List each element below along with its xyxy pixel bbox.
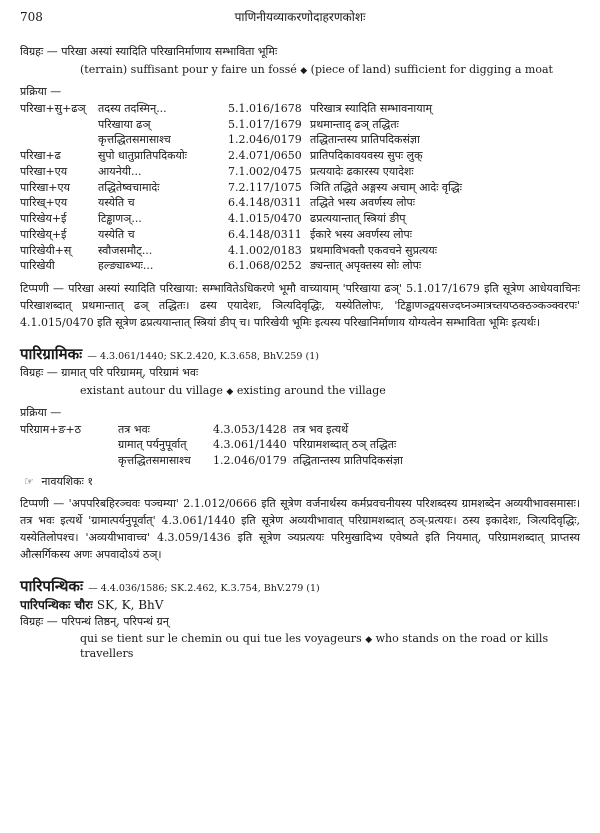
step-sutra: टिड्ढाणञ्...	[98, 212, 142, 225]
tippani-label: टिप्पणी —	[20, 496, 65, 510]
pointing-hand-icon: ☞	[24, 474, 34, 488]
step-ref: 7.1.002/0475	[228, 164, 302, 178]
step-sutra: सुपो धातुप्रातिपदिकयोः	[98, 149, 187, 162]
vigraha-line	[20, 615, 580, 629]
step-gloss: ईकारे भस्य अवर्णस्य लोपः	[310, 227, 412, 241]
step-gloss: तत्र भव इत्यर्थे	[293, 422, 349, 436]
step-ref: 4.3.061/1440	[213, 438, 287, 452]
tippani	[20, 280, 580, 331]
headword-refs: — 4.4.036/1586; SK.2.462, K.3.754, BhV.279 (1)	[88, 582, 320, 594]
step-sutra: आयनेयी...	[98, 164, 142, 178]
vigraha-label: विग्रहः —	[20, 365, 58, 379]
step-ref: 5.1.017/1679	[228, 117, 302, 131]
step-gloss: तद्धितान्तस्य प्रातिपदिकसंज्ञा	[310, 133, 420, 147]
step-ref: 4.3.053/1428	[213, 422, 287, 436]
prakriya-row	[20, 258, 462, 274]
prakriya-row	[20, 422, 403, 438]
prakriya-label: प्रक्रिया —	[20, 405, 62, 419]
prakriya-table	[20, 422, 403, 469]
step-sutra: कृत्तद्धितसमासाश्च	[118, 454, 191, 468]
step-sutra: तत्र भवः	[118, 422, 150, 436]
vigraha-label: विग्रहः —	[20, 614, 58, 628]
step-ref: 2.4.071/0650	[228, 149, 302, 162]
step-form: परिखा+ढ	[20, 149, 61, 162]
headword: पारिपन्थिकः	[20, 576, 83, 595]
step-form: पारिखेय+ई	[20, 212, 67, 225]
step-gloss: प्रथमान्ताद् ढञ् तद्धितः	[310, 117, 399, 131]
step-gloss: ञिति तद्धिते अङ्गस्य अचाम् आदेः वृद्धिः	[310, 180, 462, 194]
step-sutra: ग्रामात् पर्यनुपूर्वात्	[118, 438, 187, 452]
step-sutra: यस्येति च	[98, 196, 135, 210]
prakriya-row	[20, 227, 462, 243]
vigraha-text: परिपन्थं तिष्ठन्, परिपन्थं ग्रन्	[61, 614, 169, 628]
prakriya-row	[20, 437, 403, 453]
step-form	[20, 117, 98, 133]
prakriya-row	[20, 101, 462, 117]
prakriya-row	[20, 211, 462, 227]
step-ref: 7.2.117/1075	[228, 180, 302, 194]
page-number: 708	[20, 10, 43, 24]
step-sutra: यस्येति च	[98, 227, 135, 241]
vigraha-label: विग्रहः —	[20, 45, 58, 58]
translation-en: who stands on the road or kills travellers	[80, 632, 549, 660]
step-ref: 1.2.046/0179	[213, 454, 287, 468]
step-form: परिग्राम+ङ+ठ	[20, 422, 82, 436]
step-form: पारिखेयी+स्	[20, 243, 72, 257]
step-gloss: परिग्रामशब्दात् ठञ् तद्धितः	[293, 438, 397, 452]
tippani	[20, 495, 580, 563]
entry-parikheyi	[20, 45, 580, 331]
step-ref: 6.4.148/0311	[228, 227, 302, 241]
subheadword-line	[20, 598, 580, 613]
step-ref: 6.4.148/0311	[228, 196, 302, 210]
step-gloss: परिखात्र स्यादिति सम्भावनायाम्	[310, 101, 433, 115]
headword: पारिग्रामिकः	[20, 345, 83, 364]
vigraha-text: ग्रामात् परि परिग्रामम्, परिग्रामं भवः	[61, 365, 199, 379]
entry-parigramikah	[20, 345, 580, 563]
step-form: पारिख्+एय	[20, 196, 68, 210]
prakriya-row	[20, 117, 462, 133]
step-ref: 4.1.015/0470	[228, 212, 302, 225]
step-gloss: ङ्यन्तात् अपृक्तस्य सोः लोपः	[310, 259, 422, 273]
prakriya-row	[20, 164, 462, 180]
step-form: पारिखेय्+ई	[20, 227, 67, 241]
tippani-text: 'अपपरिबहिरञ्चवः पञ्चम्या' 2.1.012/0666 इति सूत्रेण वर्जनार्थस्य कर्मप्रवचनीयस्य परिशब्दस्य ग्रामशब्देन अव्ययीभावसमासः। तत्र भवः इत्यर्थे 'ग्रामात्पर्यनुपूर्वात्' 4.3.061/1440 इति सूत्रेण अव्ययीभावात् परिग्रामशब्दात् ठञ्-प्रत्ययः। ठस्य इकादेशः, ञित्यदिवृद्धिः, यस्येतिलोपश्च। 'अव्ययीभावाच्च' 4.3.059/1436 इति सूत्रेण ञ्यप्रत्ययः परिमुखादिभ्य एवेष्यते इति नियमात्, परिग्रामशब्दात् प्राप्तस्य औत्सर्गिकस्य अणः अपवादोऽयं ठञ्।	[20, 496, 580, 561]
step-gloss: ढप्रत्ययान्तात् स्त्रियां ङीप्	[310, 212, 406, 225]
prakriya-row	[20, 132, 462, 148]
headword-line	[20, 577, 580, 596]
step-sutra: तदस्य तदस्मिन्...	[98, 101, 167, 115]
diamond-separator: ◆	[365, 635, 373, 646]
translation-fr: qui se tient sur le chemin ou qui tue les voyageurs	[80, 632, 362, 646]
step-ref: 4.1.002/0183	[228, 243, 302, 257]
headword-line	[20, 345, 580, 364]
step-sutra: तद्धितेष्वचामादेः	[98, 180, 160, 194]
step-gloss: तद्धितान्तस्य प्रातिपदिकसंज्ञा	[293, 454, 403, 468]
subheadword: पारिपन्थिकः चौरः	[20, 597, 93, 612]
prakriya-row	[20, 148, 462, 164]
step-form: परिखा+एय	[20, 164, 68, 178]
step-sutra: हल्ङ्याब्भ्यः...	[98, 259, 154, 273]
translation-line	[80, 384, 580, 398]
step-form	[20, 453, 118, 469]
step-form: परिखा+सु+ढञ्	[20, 101, 86, 115]
step-sutra: कृत्तद्धितसमासाश्च	[98, 133, 171, 147]
entry-paripanthikah	[20, 577, 580, 661]
note-text: नावयशिकः १	[41, 474, 94, 488]
step-form: पारिखा+एय	[20, 180, 70, 194]
step-gloss: तद्धिते भस्य अवर्णस्य लोपः	[310, 196, 415, 210]
step-ref: 1.2.046/0179	[228, 133, 302, 147]
vigraha-line	[20, 366, 580, 380]
diamond-separator: ◆	[226, 386, 234, 397]
step-form: पारिखेयी	[20, 259, 55, 273]
prakriya-row	[20, 195, 462, 211]
prakriya-row	[20, 243, 462, 259]
diamond-separator: ◆	[300, 65, 308, 76]
step-gloss: प्रथमाविभक्तौ एकवचने सुप्रत्ययः	[310, 243, 438, 257]
step-sutra: स्वौजसमौट्...	[98, 243, 153, 257]
translation-line	[80, 632, 580, 660]
translation-fr: (terrain) suffisant pour y faire un fossé	[80, 62, 297, 76]
prakriya-table	[20, 101, 462, 274]
headword-refs: — 4.3.061/1440; SK.2.420, K.3.658, BhV.259 (1)	[87, 351, 319, 363]
step-ref: 5.1.016/1678	[228, 101, 302, 115]
vigraha-line	[20, 45, 580, 59]
tippani-label: टिप्पणी —	[20, 282, 65, 295]
prakriya-row	[20, 453, 403, 469]
prakriya-row	[20, 180, 462, 196]
step-gloss: प्रातिपदिकावयवस्य सुपः लुक्	[310, 149, 423, 162]
note-line	[24, 475, 580, 489]
step-form	[20, 132, 98, 148]
subheadword-sources: SK, K, BhV	[96, 597, 164, 612]
step-form	[20, 437, 118, 453]
translation-en: (piece of land) sufficient for digging a moat	[310, 62, 553, 76]
tippani-text: परिखा अस्यां स्यादिति परिखाया: सम्भावितेऽधिकरणे भूमौ वाच्यायाम् 'परिखाया ढञ्' 5.1.017/1679 इति सूत्रेण आधेयवाचिनः परिखाशब्दात् प्रथमान्तात् ढञ् तद्धितः। ढस्य एयादेशः, ञित्यदिवृद्धिः, यस्येतिलोपः, 'टिड्ढाणञ्द्वयसज्दघ्नञ्मात्रच्तयप्ठक्ठञ्कञ्क्वरपः' 4.1.015/0470 इति सूत्रेण ढप्रत्ययान्तात् स्त्रियां ङीप् च। पारिखेयी भूमिः इत्यस्य परिखानिर्माणाय योग्यत्वेन सम्भाविता भूमिः इत्यर्थः।	[20, 282, 581, 330]
page-header	[20, 10, 580, 25]
page	[20, 10, 580, 660]
step-sutra: परिखाया ढञ्	[98, 117, 151, 131]
step-ref: 6.1.068/0252	[228, 259, 302, 273]
translation-fr: existant autour du village	[80, 383, 223, 397]
page-title: पाणिनीयव्याकरणोदाहरणकोशः	[234, 10, 366, 24]
step-gloss: प्रत्ययादेः ढकारस्य एयादेशः	[310, 164, 414, 178]
translation-line	[80, 63, 580, 77]
prakriya-label: प्रक्रिया —	[20, 85, 62, 98]
translation-en: existing around the village	[236, 383, 386, 397]
vigraha-text: परिखा अस्यां स्यादिति परिखानिर्माणाय सम्भाविता भूमिः	[61, 45, 278, 58]
